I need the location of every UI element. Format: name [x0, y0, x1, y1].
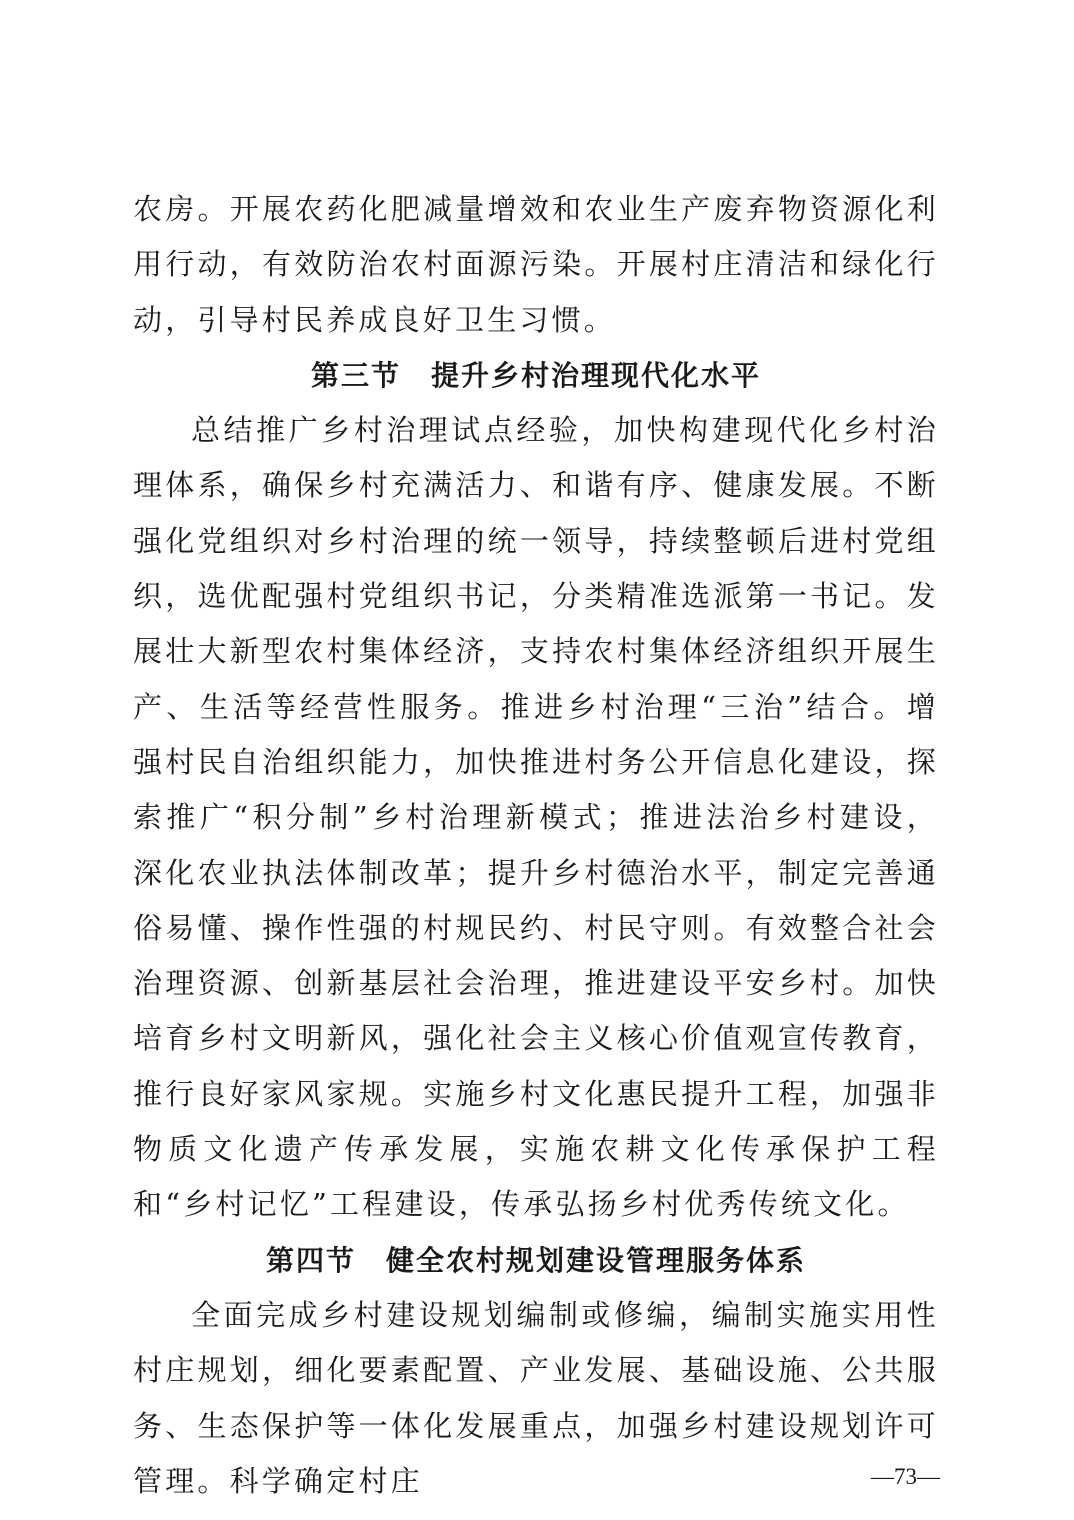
- paragraph-continuation: 农房。开展农药化肥减量增效和农业生产废弃物资源化利用行动，有效防治农村面源污染。开展村庄清洁和绿化行动，引导村民养成良好卫生习惯。: [133, 192, 939, 337]
- document-page: [133, 182, 939, 1509]
- paragraph-rural-governance: 总结推广乡村治理试点经验，加快构建现代化乡村治理体系，确保乡村充满活力、和谐有序、健康发展。不断强化党组织对乡村治理的统一领导，持续整顿后进村党组织，选优配强村党组织书记，分类精准选派第一书记。发展壮大新型农村集体经济，支持农村集体经济组织开展生产、生活等经营性服务。推进乡村治理“三治”结合。增强村民自治组织能力，加快推进村务公开信息化建设，探索推广“积分制”乡村治理新模式；推进法治乡村建设，深化农业执法体制改革；提升乡村德治水平，制定完善通俗易懂、操作性强的村规民约、村民守则。有效整合社会治理资源、创新基层社会治理，推进建设平安乡村。加快培育乡村文明新风，强化社会主义核心价值观宣传教育，推行良好家风家规。实施乡村文化惠民提升工程，加强非物质文化遗产传承发展，实施农耕文化传承保护工程和“乡村记忆”工程建设，传承弘扬乡村优秀传统文化。: [133, 413, 939, 1222]
- page-number: —73—: [871, 1464, 940, 1489]
- paragraph-rural-planning: 全面完成乡村建设规划编制或修编，编制实施实用性村庄规划，细化要素配置、产业发展、基础设施、公共服务、生态保护等一体化发展重点，加强乡村建设规划许可管理。科学确定村庄: [133, 1297, 939, 1498]
- section-heading-4: 第四节 健全农村规划建设管理服务体系: [265, 1243, 806, 1277]
- section-heading-3: 第三节 提升乡村治理现代化水平: [310, 358, 761, 392]
